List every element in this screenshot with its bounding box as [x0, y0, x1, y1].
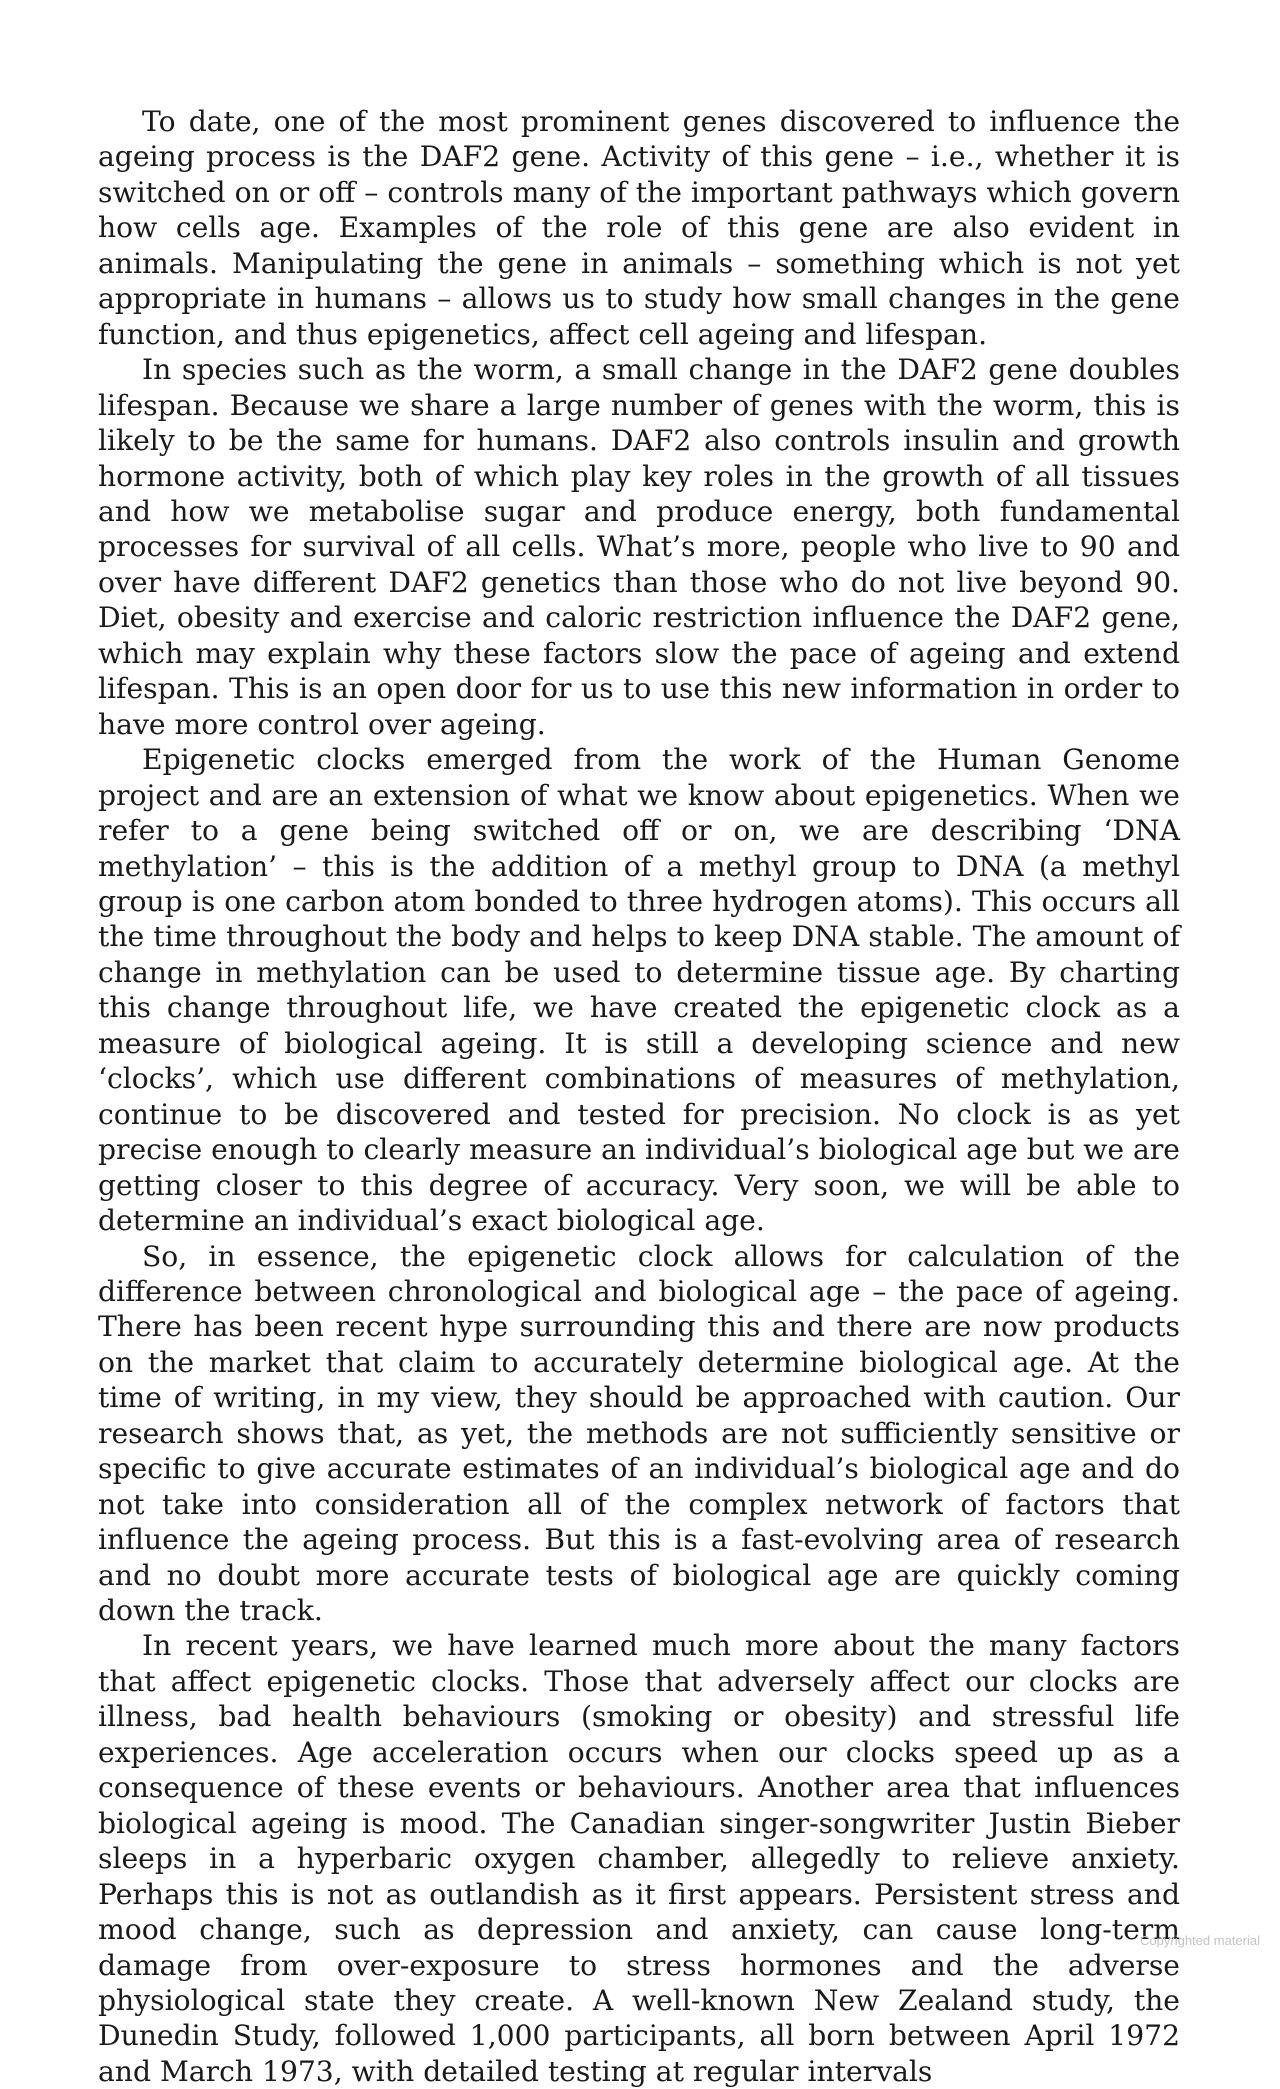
- copyright-notice: Copyrighted material: [1140, 1933, 1260, 1948]
- paragraph-worm-lifespan: In species such as the worm, a small change in the DAF2 gene doubles lifespan. Because we share a large number of genes with the worm, this is likely to be the same for humans. DAF2 also controls insulin and growth hormone activity, both of which play key roles in the growth of all tissues and how we metabolise sugar and produce energy, both fundamental processes for survival of all cells. What’s more, people who live to 90 and over have different DAF2 genetics than those who do not live beyond 90. Diet, obesity and exercise and caloric restriction influence the DAF2 gene, which may explain why these factors slow the pace of ageing and extend lifespan. This is an open door for us to use this new information in order to have more control over ageing.: [98, 353, 1180, 741]
- page-body: [98, 104, 1180, 2089]
- paragraph-pace-of-ageing: So, in essence, the epigenetic clock allows for calculation of the difference between chronological and biological age – the pace of ageing. There has been recent hype surrounding this and there are now products on the market that claim to accurately determine biological age. At the time of writing, in my view, they should be approached with caution. Our research shows that, as yet, the methods are not sufficiently sensitive or specific to give accurate estimates of an individual’s biological age and do not take into consideration all of the complex network of factors that influence the ageing process. But this is a fast-evolving area of research and no doubt more accurate tests of biological age are quickly coming down the track.: [98, 1239, 1180, 1628]
- paragraph-factors-affecting-clocks: In recent years, we have learned much more about the many factors that affect epigenetic clocks. Those that adversely affect our clocks are illness, bad health behaviours (smoking or obesity) and stressful life experiences. Age acceleration occurs when our clocks speed up as a consequence of these events or behaviours. Another area that influences biological ageing is mood. The Canadian singer-songwriter Justin Bieber sleeps in a hyperbaric oxygen chamber, allegedly to relieve anxiety. Perhaps this is not as outlandish as it first appears. Persistent stress and mood change, such as depression and anxiety, can cause long-term damage from over-exposure to stress hormones and the adverse physiological state they create. A well-known New Zealand study, the Dunedin Study, followed 1,000 participants, all born between April 1972 and March 1973, with detailed testing at regular intervals: [98, 1629, 1180, 2088]
- paragraph-daf2-gene: To date, one of the most prominent genes discovered to influence the ageing process is the DAF2 gene. Activity of this gene – i.e., whether it is switched on or off – controls many of the important pathways which govern how cells age. Examples of the role of this gene are also evident in animals. Manipulating the gene in animals – something which is not yet appropriate in humans – allows us to study how small changes in the gene function, and thus epigenetics, affect cell ageing and lifespan.: [98, 105, 1180, 351]
- paragraph-epigenetic-clocks: Epigenetic clocks emerged from the work of the Human Genome project and are an extension of what we know about epigenetics. When we refer to a gene being switched off or on, we are describing ‘DNA methylation’ – this is the addition of a methyl group to DNA (a methyl group is one carbon atom bonded to three hydrogen atoms). This occurs all the time throughout the body and helps to keep DNA stable. The amount of change in methylation can be used to determine tissue age. By charting this change throughout life, we have created the epigenetic clock as a measure of biological ageing. It is still a developing science and new ‘clocks’, which use different combinations of measures of methylation, continue to be discovered and tested for precision. No clock is as yet precise enough to clearly measure an individual’s biological age but we are getting closer to this degree of accuracy. Very soon, we will be able to determine an individual’s exact biological age.: [98, 743, 1180, 1238]
